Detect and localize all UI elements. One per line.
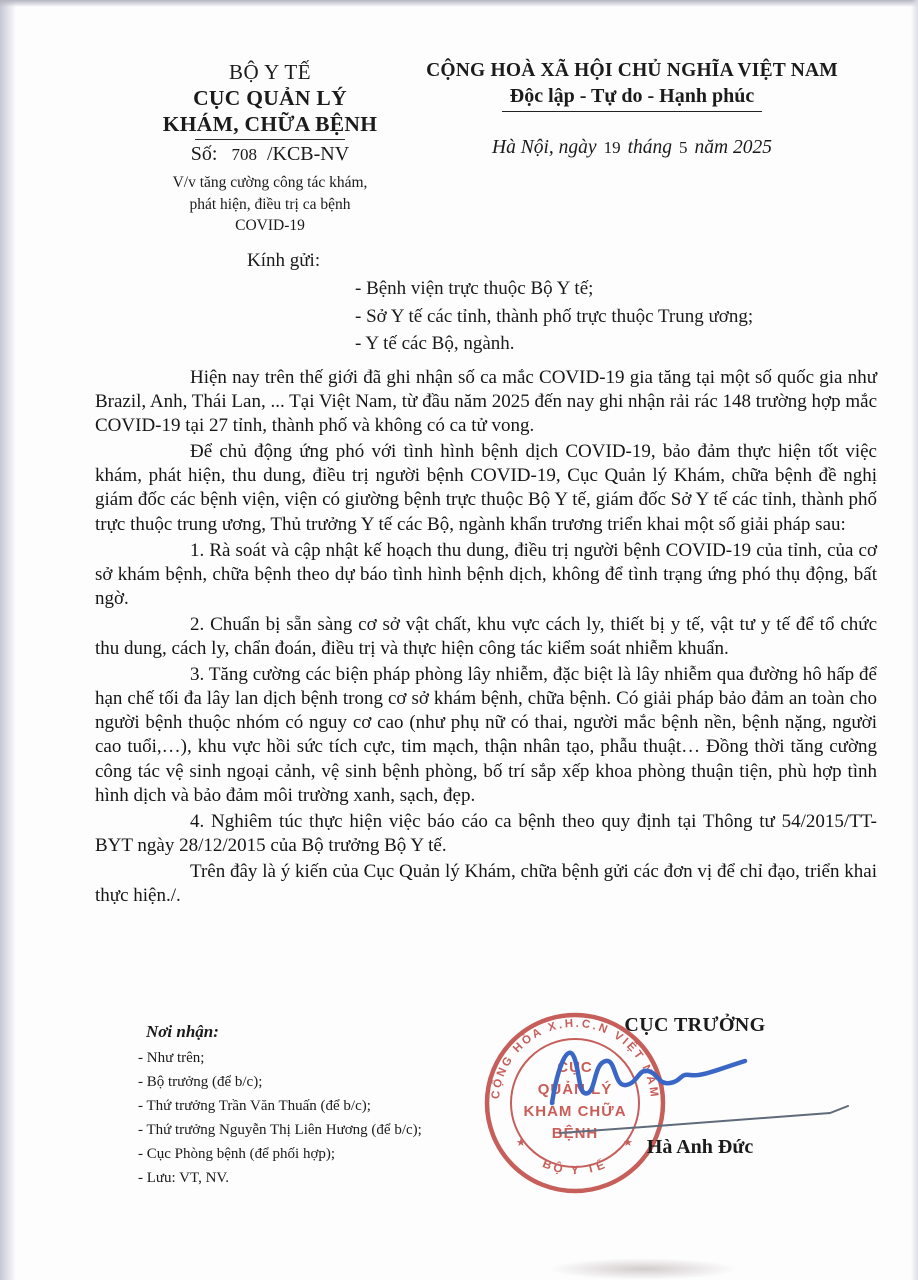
org-name-line1: CỤC QUẢN LÝ bbox=[193, 86, 347, 110]
handwritten-signature bbox=[530, 1035, 890, 1145]
stamp-center-line2: QUẢN LÝ bbox=[537, 1081, 613, 1098]
subject-line2: phát hiện, điều trị ca bệnh bbox=[189, 195, 351, 213]
paragraph-item-1: 1. Rà soát và cập nhật kế hoạch thu dung, điều trị người bệnh COVID-19 của tỉnh, của cơ sở khám bệnh, chữa bệnh theo dự báo tình hình bệnh dịch, không để tình trạng ứng phó thụ động, bất ngờ. bbox=[95, 539, 877, 609]
date-place: Hà Nội, ngày bbox=[492, 137, 597, 158]
page-edge-shadow-right bbox=[911, 0, 918, 1280]
recipient-item: - Bệnh viện trực thuộc Bộ Y tế; bbox=[355, 278, 594, 299]
date-line bbox=[392, 137, 872, 159]
noi-nhan-item: - Cục Phòng bệnh (để phối hợp); bbox=[138, 1146, 336, 1162]
noi-nhan-item: - Như trên; bbox=[138, 1050, 205, 1066]
noi-nhan-block bbox=[138, 1022, 422, 1190]
paragraph-item-3: 3. Tăng cường các biện pháp phòng lây nhiễm, đặc biệt là lây nhiễm qua đường hô hấp để hạn chế tối đa lây lan dịch bệnh trong cơ sở khám bệnh, chữa bệnh. Có giải pháp bảo đảm an toàn cho người bệnh thuộc nhóm có nguy cơ cao (như phụ nữ có thai, người mắc bệnh nền, bệnh nặng, người cao tuổi,…), khu vực hồi sức tích cực, tim mạch, thận nhân tạo, phẫu thuật… Đồng thời tăng cường công tác vệ sinh ngoại cảnh, vệ sinh bệnh phòng, bố trí sắp xếp khoa phòng thuận tiện, phù hợp tình hình dịch và bảo đảm môi trường xanh, sạch, đẹp. bbox=[95, 664, 877, 806]
org-underline bbox=[195, 139, 345, 140]
org-name-line2: KHÁM, CHỮA BỆNH bbox=[162, 112, 378, 136]
document-number-label: Số: bbox=[190, 143, 218, 165]
recipient-list bbox=[355, 275, 753, 358]
national-motto-line1: CỘNG HOÀ XÃ HỘI CHỦ NGHĨA VIỆT NAM bbox=[426, 60, 838, 81]
stamp-arc-top-text: CỘNG HÒA X.H.C.N VIỆT NAM bbox=[489, 1017, 661, 1100]
signer-title: CỤC TRƯỞNG bbox=[624, 1014, 766, 1036]
stamp-star-left-icon: ★ bbox=[516, 1137, 526, 1149]
noi-nhan-item: - Thứ trưởng Trần Văn Thuấn (để b/c); bbox=[138, 1098, 371, 1114]
stamp-center-line4: BỆNH bbox=[551, 1125, 599, 1142]
paragraph-intro: Hiện nay trên thế giới đã ghi nhận số ca mắc COVID-19 gia tăng tại một số quốc gia như Brazil, Anh, Thái Lan, ... Tại Việt Nam, từ đầu năm 2025 đến nay ghi nhận rải rác 148 trường hợp mắc COVID-19 tại 27 tỉnh, thành phố và không có ca tử vong. bbox=[95, 367, 877, 437]
issuing-agency-block bbox=[105, 60, 435, 237]
signature-blue-stroke bbox=[552, 1053, 745, 1103]
paragraph-item-4: 4. Nghiêm túc thực hiện việc báo cáo ca bệnh theo quy định tại Thông tư 54/2015/TT-BYT ngày 28/12/2015 của Bộ trưởng Bộ Y tế. bbox=[95, 810, 877, 856]
document-subject bbox=[105, 172, 435, 237]
subject-line3: COVID-19 bbox=[235, 217, 305, 234]
document-number-suffix: /KCB-NV bbox=[266, 143, 350, 165]
signer-name: Hà Anh Đức bbox=[646, 1136, 754, 1158]
noi-nhan-label: Nơi nhận: bbox=[146, 1022, 219, 1041]
paragraph-closing: Trên đây là ý kiến của Cục Quản lý Khám, chữa bệnh gửi các đơn vị để chỉ đạo, triển khai thực hiện./. bbox=[95, 860, 877, 906]
salutation: Kính gửi: bbox=[247, 250, 321, 271]
stamp-star-right-icon: ★ bbox=[623, 1137, 633, 1149]
subject-line1: V/v tăng cường công tác khám, bbox=[172, 174, 368, 191]
national-header-block bbox=[392, 60, 872, 159]
stamp-arc-bottom-text: BỘ Y TẾ bbox=[540, 1156, 610, 1178]
recipient-item: - Sở Y tế các tỉnh, thành phố trực thuộc Trung ương; bbox=[355, 305, 754, 327]
date-year: năm 2025 bbox=[694, 137, 772, 158]
document-number bbox=[105, 143, 435, 166]
paragraph-item-2: 2. Chuẩn bị sẵn sàng cơ sở vật chất, khu vực cách ly, thiết bị y tế, vật tư y tế để tổ chức thu dung, cách ly, chẩn đoán, điều trị và thực hiện công tác kiểm soát nhiễm khuẩn. bbox=[95, 613, 877, 660]
date-month-label: tháng bbox=[627, 137, 672, 158]
page-edge-shadow-top bbox=[0, 0, 918, 7]
signature-pen-line bbox=[560, 1106, 848, 1133]
letter-body bbox=[95, 366, 877, 910]
stamp-center-line1: CỤC bbox=[557, 1059, 593, 1076]
page-bottom-smudge bbox=[548, 1258, 738, 1280]
national-motto-line2: Độc lập - Tự do - Hạnh phúc bbox=[502, 84, 762, 112]
date-day: 19 bbox=[603, 138, 621, 157]
document-number-value: 708 bbox=[231, 145, 257, 164]
paragraph-directive: Để chủ động ứng phó với tình hình bệnh dịch COVID-19, bảo đảm thực hiện tốt việc khám, phát hiện, thu dung, điều trị người bệnh COVID-19, Cục Quản lý Khám, chữa bệnh đề nghị giám đốc các bệnh viện, viện có giường bệnh trực thuộc Bộ Y tế, giám đốc Sở Y tế các tỉnh, thành phố trực thuộc trung ương, Thủ trưởng Y tế các Bộ, ngành khẩn trương triển khai một số giải pháp sau: bbox=[95, 441, 877, 535]
date-month: 5 bbox=[679, 138, 688, 157]
stamp-center-line3: KHÁM CHỮA bbox=[523, 1103, 627, 1120]
noi-nhan-item: - Lưu: VT, NV. bbox=[138, 1170, 230, 1186]
noi-nhan-item: - Thứ trưởng Nguyễn Thị Liên Hương (để b/c); bbox=[138, 1122, 422, 1138]
parent-org: BỘ Y TẾ bbox=[228, 60, 312, 84]
noi-nhan-item: - Bộ trưởng (để b/c); bbox=[138, 1074, 263, 1090]
recipient-item: - Y tế các Bộ, ngành. bbox=[355, 333, 515, 354]
page-edge-shadow-left bbox=[0, 0, 16, 1280]
